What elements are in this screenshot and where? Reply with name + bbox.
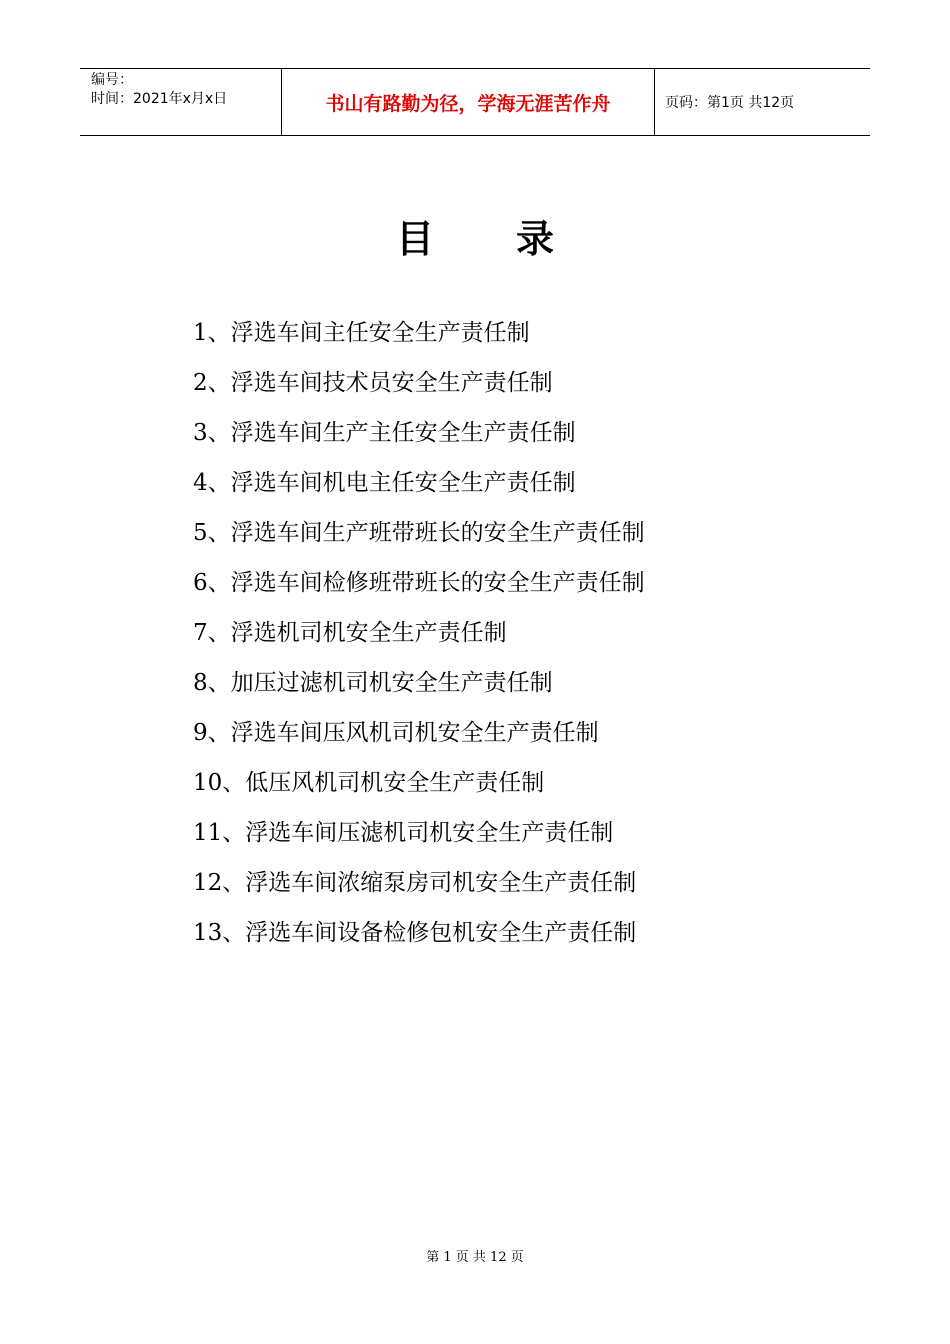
toc-item[interactable]: 6、浮选车间检修班带班长的安全生产责任制 bbox=[193, 570, 645, 596]
page-header bbox=[80, 68, 870, 136]
title-char-1: 目 bbox=[395, 217, 434, 261]
toc-item[interactable]: 4、浮选车间机电主任安全生产责任制 bbox=[193, 470, 576, 496]
header-meta bbox=[80, 69, 281, 135]
toc-item[interactable]: 7、浮选机司机安全生产责任制 bbox=[193, 620, 507, 646]
title-char-2: 录 bbox=[516, 217, 555, 261]
toc-item[interactable]: 5、浮选车间生产班带班长的安全生产责任制 bbox=[193, 520, 645, 546]
toc-item[interactable]: 2、浮选车间技术员安全生产责任制 bbox=[193, 370, 553, 396]
header-motto: 书山有路勤为径，学海无涯苦作舟 bbox=[281, 69, 655, 135]
toc-item[interactable]: 8、加压过滤机司机安全生产责任制 bbox=[193, 670, 553, 696]
toc-item[interactable]: 9、浮选车间压风机司机安全生产责任制 bbox=[193, 720, 599, 746]
toc-item[interactable]: 12、浮选车间浓缩泵房司机安全生产责任制 bbox=[193, 870, 637, 896]
header-page-info: 页码：第1页 共12页 bbox=[665, 95, 795, 111]
document-time-label: 时间：2021年x月x日 bbox=[91, 91, 228, 107]
toc-item[interactable]: 13、浮选车间设备检修包机安全生产责任制 bbox=[193, 920, 637, 946]
toc-item[interactable]: 3、浮选车间生产主任安全生产责任制 bbox=[193, 420, 576, 446]
page-title bbox=[0, 208, 950, 263]
document-number-label: 编号： bbox=[91, 72, 133, 88]
toc-item[interactable]: 1、浮选车间主任安全生产责任制 bbox=[193, 320, 530, 346]
table-of-contents bbox=[193, 314, 645, 964]
page-footer: 第 1 页 共 12 页 bbox=[426, 1250, 524, 1265]
toc-item[interactable]: 11、浮选车间压滤机司机安全生产责任制 bbox=[193, 820, 614, 846]
toc-item[interactable]: 10、低压风机司机安全生产责任制 bbox=[193, 770, 545, 796]
